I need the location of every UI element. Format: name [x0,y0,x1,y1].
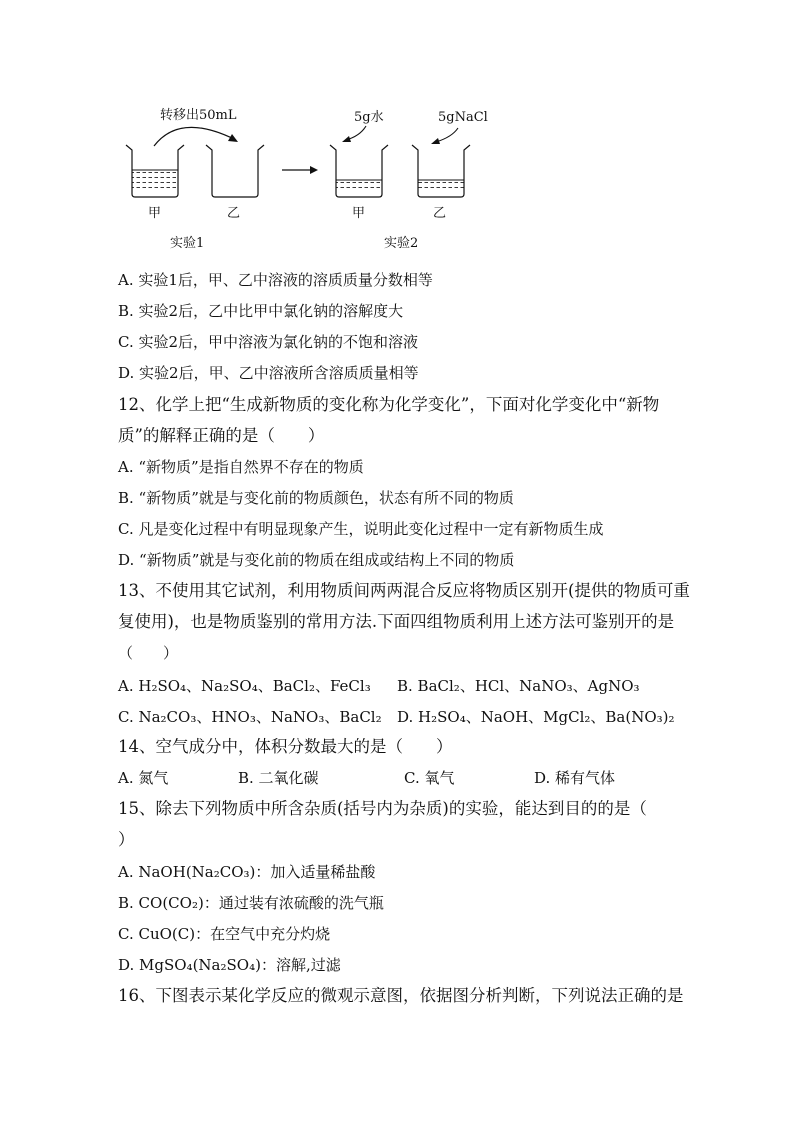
beaker-label-yi-1: 乙 [227,206,241,221]
q14-option-d: D. 稀有气体 [534,769,616,787]
q12-stem-line2: 质”的解释正确的是（ ） [118,426,325,445]
q13-option-c: C. Na₂CO₃、HNO₃、NaNO₃、BaCl₂ [118,708,382,726]
q12-option-a: A. “新物质”是指自然界不存在的物质 [118,458,364,476]
beaker-experiment-figure [118,100,518,260]
beaker-label-yi-2: 乙 [433,206,447,221]
q15-stem-line1: 15、除去下列物质中所含杂质(括号内为杂质)的实验，能达到目的的是（ [118,799,647,818]
q13-stem-line1: 13、不使用其它试剂，利用物质间两两混合反应将物质区别开(提供的物质可重 [118,581,690,600]
process-arrowhead [310,166,318,174]
transfer-arrow [154,127,236,146]
q16-stem: 16、下图表示某化学反应的微观示意图，依据图分析判断，下列说法正确的是 [118,986,684,1005]
water-label: 5g水 [354,110,384,125]
q14-stem: 14、空气成分中，体积分数最大的是（ ） [118,737,453,756]
beaker-label-jia-2: 甲 [352,206,366,221]
q13-option-d: D. H₂SO₄、NaOH、MgCl₂、Ba(NO₃)₂ [397,708,675,726]
q15-option-c: C. CuO(C)：在空气中充分灼烧 [118,925,331,943]
q11-option-d: D. 实验2后，甲、乙中溶液所含溶质质量相等 [118,364,419,382]
solution-4 [418,180,464,192]
q13-option-b: B. BaCl₂、HCl、NaNO₃、AgNO₃ [397,677,640,695]
q13-stem-line2: 复使用)，也是物质鉴别的常用方法.下面四组物质利用上述方法可鉴别开的是 [118,612,675,631]
q15-option-a: A. NaOH(Na₂CO₃)：加入适量稀盐酸 [118,863,376,881]
beaker-3 [330,145,388,197]
q12-option-d: D. “新物质”就是与变化前的物质在组成或结构上不同的物质 [118,551,515,569]
q13-option-a: A. H₂SO₄、Na₂SO₄、BaCl₂、FeCl₃ [118,677,371,695]
q12-option-c: C. 凡是变化过程中有明显现象产生，说明此变化过程中一定有新物质生成 [118,520,604,538]
q14-option-a: A. 氮气 [118,769,169,787]
q15-stem-line2: ） [118,830,135,849]
transfer-label: 转移出50mL [160,108,237,123]
beaker-diagram [118,100,518,260]
experiment-1-caption: 实验1 [170,236,205,251]
q13-stem-line3: （ ） [118,644,179,662]
solution-1 [132,170,178,192]
q15-option-b: B. CO(CO₂)：通过装有浓硫酸的洗气瓶 [118,894,384,912]
experiment-2-caption: 实验2 [384,236,419,251]
nacl-label: 5gNaCl [438,110,488,125]
q14-option-c: C. 氧气 [404,769,455,787]
q11-option-c: C. 实验2后，甲中溶液为氯化钠的不饱和溶液 [118,333,419,351]
solution-3 [336,180,382,192]
beaker-2 [206,145,264,197]
beaker-4 [412,145,470,197]
q15-option-d: D. MgSO₄(Na₂SO₄)：溶解,过滤 [118,956,341,974]
beaker-1 [126,145,184,197]
beaker-label-jia-1: 甲 [148,206,162,221]
q11-option-a: A. 实验1后，甲、乙中溶液的溶质质量分数相等 [118,271,433,289]
transfer-arrowhead [228,134,238,142]
q11-option-b: B. 实验2后，乙中比甲中氯化钠的溶解度大 [118,302,404,320]
q12-stem-line1: 12、化学上把“生成新物质的变化称为化学变化”，下面对化学变化中“新物 [118,395,660,414]
q14-option-b: B. 二氧化碳 [238,769,319,787]
q12-option-b: B. “新物质”就是与变化前的物质颜色，状态有所不同的物质 [118,489,514,507]
